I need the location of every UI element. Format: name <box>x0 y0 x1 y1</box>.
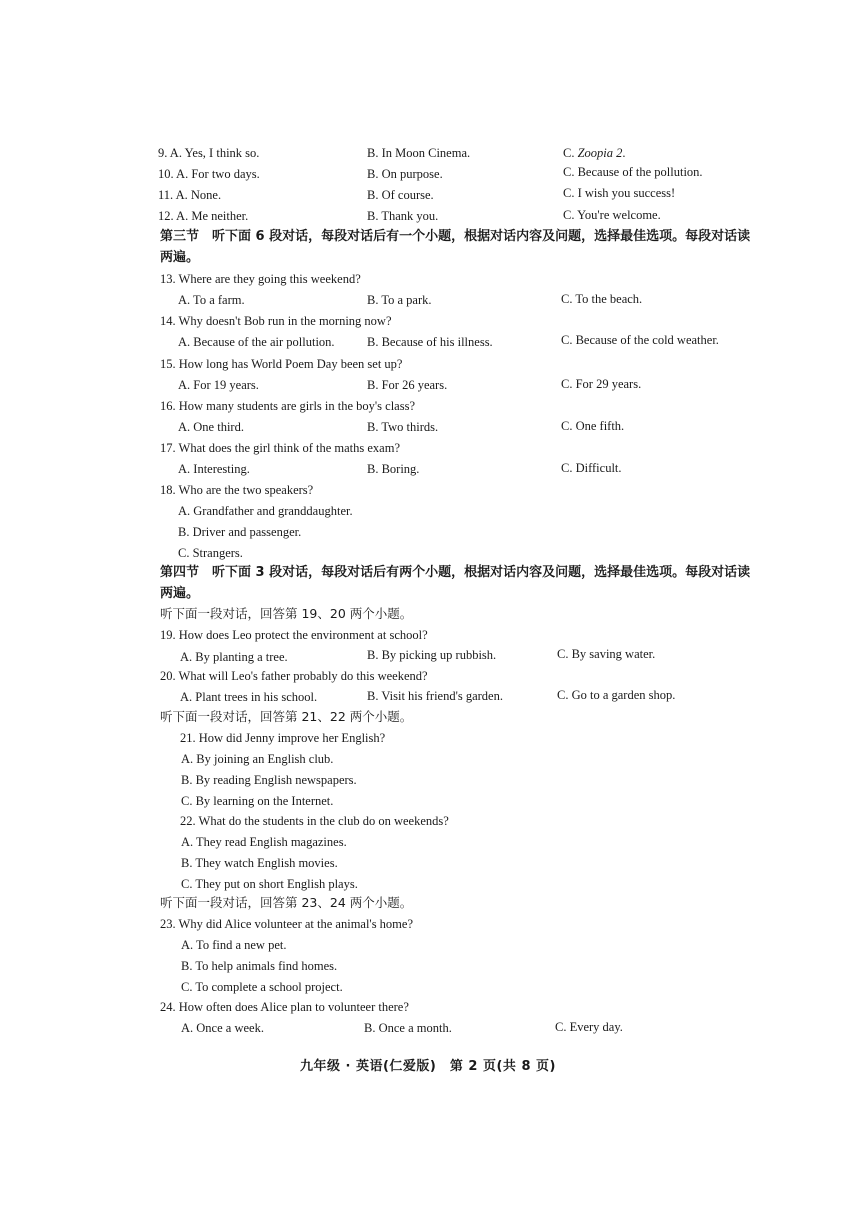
q9-option-b: B. In Moon Cinema. <box>367 146 471 160</box>
instruction-19-20: 听下面一段对话，回答第 19、20 两个小题。 <box>160 606 413 621</box>
q10-option-a: 10. A. For two days. <box>158 167 260 181</box>
q14-option-c: C. Because of the cold weather. <box>561 333 719 347</box>
q10-option-b: B. On purpose. <box>367 167 443 181</box>
instruction-21-22: 听下面一段对话，回答第 21、22 两个小题。 <box>160 709 413 724</box>
q14-question: 14. Why doesn't Bob run in the morning now? <box>160 314 392 328</box>
q9-c-prefix: C. <box>563 146 578 160</box>
q24-option-b: B. Once a month. <box>364 1021 452 1035</box>
q19-option-c: C. By saving water. <box>557 647 656 661</box>
q11-option-c: C. I wish you success! <box>563 186 676 200</box>
q15-option-c: C. For 29 years. <box>561 377 642 391</box>
q24-option-c: C. Every day. <box>555 1020 623 1034</box>
q21-question: 21. How did Jenny improve her English? <box>180 731 386 745</box>
q19-question: 19. How does Leo protect the environment at school? <box>160 628 428 642</box>
instruction-23-24: 听下面一段对话，回答第 23、24 两个小题。 <box>160 895 413 910</box>
q20-question: 20. What will Leo's father probably do this weekend? <box>160 669 428 683</box>
q23-option-c: C. To complete a school project. <box>181 980 343 994</box>
q22-option-c: C. They put on short English plays. <box>181 877 358 891</box>
q11-option-b: B. Of course. <box>367 188 434 202</box>
q13-option-b: B. To a park. <box>367 293 432 307</box>
page-footer: 九年级 · 英语(仁爱版) 第 2 页(共 8 页) <box>300 1059 556 1074</box>
section-3-heading: 第三节 听下面 6 段对话，每段对话后有一个小题，根据对话内容及问题，选择最佳选项。每段对话读两遍。 <box>160 229 751 265</box>
q19-option-b: B. By picking up rubbish. <box>367 648 497 662</box>
q24-option-a: A. Once a week. <box>181 1021 264 1035</box>
q9-option-c <box>563 145 626 161</box>
q12-option-c: C. You're welcome. <box>563 208 661 222</box>
q22-option-a: A. They read English magazines. <box>181 835 347 849</box>
q17-option-c: C. Difficult. <box>561 461 622 475</box>
q15-option-a: A. For 19 years. <box>178 378 259 392</box>
q24-question: 24. How often does Alice plan to volunteer there? <box>160 1000 409 1014</box>
q12-option-a: 12. A. Me neither. <box>158 209 249 223</box>
q9-option-a: 9. A. Yes, I think so. <box>158 146 260 160</box>
q11-option-a: 11. A. None. <box>158 188 222 202</box>
q19-option-a: A. By planting a tree. <box>180 650 288 664</box>
q17-question: 17. What does the girl think of the maths exam? <box>160 441 400 455</box>
q18-question: 18. Who are the two speakers? <box>160 483 314 497</box>
q16-option-b: B. Two thirds. <box>367 420 439 434</box>
q21-option-a: A. By joining an English club. <box>181 752 334 766</box>
q15-question: 15. How long has World Poem Day been set up? <box>160 357 403 371</box>
q10-option-c: C. Because of the pollution. <box>563 165 703 179</box>
q21-option-c: C. By learning on the Internet. <box>181 794 334 808</box>
q17-option-b: B. Boring. <box>367 462 420 476</box>
q14-option-b: B. Because of his illness. <box>367 335 493 349</box>
q13-option-a: A. To a farm. <box>178 293 245 307</box>
q17-option-a: A. Interesting. <box>178 462 250 476</box>
q18-option-b: B. Driver and passenger. <box>178 525 302 539</box>
q16-question: 16. How many students are girls in the boy's class? <box>160 399 415 413</box>
q15-option-b: B. For 26 years. <box>367 378 448 392</box>
q9-c-suffix: . <box>622 146 626 160</box>
q16-option-c: C. One fifth. <box>561 419 625 433</box>
q23-question: 23. Why did Alice volunteer at the animal's home? <box>160 917 413 931</box>
q14-option-a: A. Because of the air pollution. <box>178 335 335 349</box>
q21-option-b: B. By reading English newspapers. <box>181 773 357 787</box>
q13-option-c: C. To the beach. <box>561 292 643 306</box>
q20-option-c: C. Go to a garden shop. <box>557 688 676 702</box>
q18-option-c: C. Strangers. <box>178 546 243 560</box>
q20-option-a: A. Plant trees in his school. <box>180 690 318 704</box>
q23-option-a: A. To find a new pet. <box>181 938 287 952</box>
q13-question: 13. Where are they going this weekend? <box>160 272 361 286</box>
q22-option-b: B. They watch English movies. <box>181 856 338 870</box>
section-4-heading: 第四节 听下面 3 段对话，每段对话后有两个小题，根据对话内容及问题，选择最佳选项。每段对话读两遍。 <box>160 565 751 601</box>
q16-option-a: A. One third. <box>178 420 244 434</box>
q22-question: 22. What do the students in the club do on weekends? <box>180 814 449 828</box>
q20-option-b: B. Visit his friend's garden. <box>367 689 503 703</box>
q18-option-a: A. Grandfather and granddaughter. <box>178 504 353 518</box>
q9-c-title: Zoopia 2 <box>577 146 623 160</box>
q23-option-b: B. To help animals find homes. <box>181 959 338 973</box>
q12-option-b: B. Thank you. <box>367 209 439 223</box>
